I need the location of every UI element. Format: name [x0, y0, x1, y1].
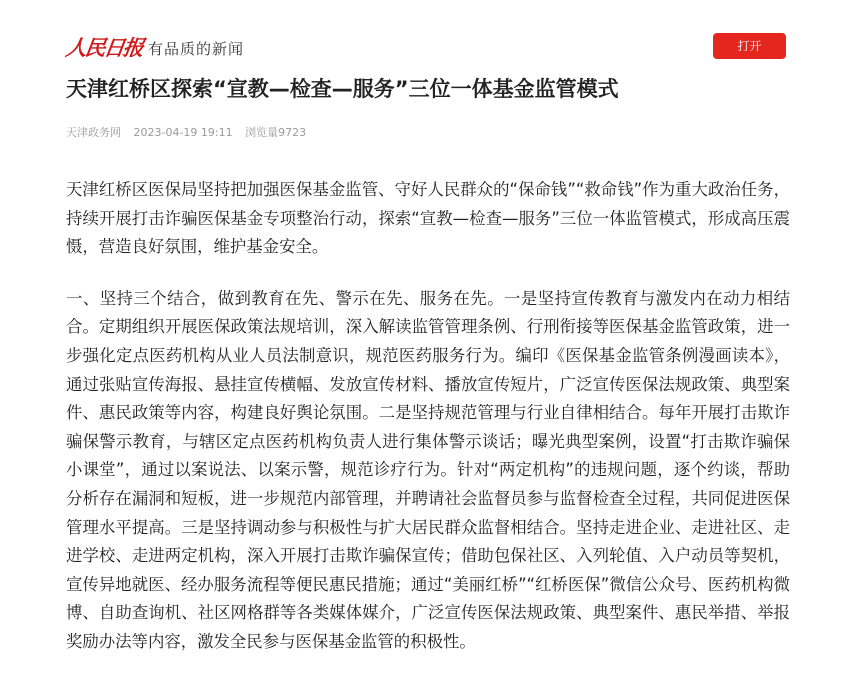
app-header — [0, 0, 851, 68]
article-meta — [66, 124, 315, 140]
article-paragraph: 天津红桥区医保局坚持把加强医保基金监管、守好人民群众的“保命钱”“救命钱”作为重大政治任务，持续开展打击诈骗医保基金专项整治行动，探索“宣教—检查—服务”三位一体监管模式，形成高压震慑，营造良好氛围，维护基金安全。 — [66, 180, 790, 257]
article-datetime: 2023-04-19 19:11 — [133, 126, 233, 139]
article-body — [66, 176, 790, 680]
article-source[interactable]: 天津政务网 — [66, 126, 121, 139]
open-app-button[interactable]: 打开 — [713, 33, 786, 59]
article-paragraph: 一、坚持三个结合，做到教育在先、警示在先、服务在先。一是坚持宣传教育与激发内在动力相结合。定期组织开展医保政策法规培训，深入解读监管管理条例、行刑衔接等医保基金监管政策，进一步强化定点医药机构从业人员法制意识，规范医药服务行为。编印《医保基金监管条例漫画读本》，通过张贴宣传海报、悬挂宣传横幅、发放宣传材料、播放宣传短片，广泛宣传医保法规政策、典型案件、惠民政策等内容，构建良好舆论氛围。二是坚持规范管理与行业自律相结合。每年开展打击欺诈骗保警示教育，与辖区定点医药机构负责人进行集体警示谈话；曝光典型案例，设置“打击欺诈骗保小课堂”，通过以案说法、以案示警，规范诊疗行为。针对“两定机构”的违规问题，逐个约谈，帮助分析存在漏洞和短板，进一步规范内部管理，并聘请社会监督员参与监督检查全过程，共同促进医保管理水平提高。三是坚持调动参与积极性与扩大居民群众监督相结合。坚持走进企业、走进社区、走进学校、走进两定机构，深入开展打击欺诈骗保宣传；借助包保社区、入列轮值、入户动员等契机，宣传异地就医、经办服务流程等便民惠民措施；通过“美丽红桥”“红桥医保”微信公众号、医药机构微博、自助查询机、社区网格群等各类媒体媒介，广泛宣传医保法规政策、典型案件、惠民举措、举报奖励办法等内容，激发全民参与医保基金监管的积极性。 — [66, 288, 790, 651]
article-views: 浏览量9723 — [245, 126, 307, 139]
people-daily-logo: 人民日报 — [64, 35, 144, 60]
article-title: 天津红桥区探索“宣教—检查—服务”三位一体基金监管模式 — [66, 77, 619, 101]
header-slogan: 有品质的新闻 — [148, 40, 245, 58]
